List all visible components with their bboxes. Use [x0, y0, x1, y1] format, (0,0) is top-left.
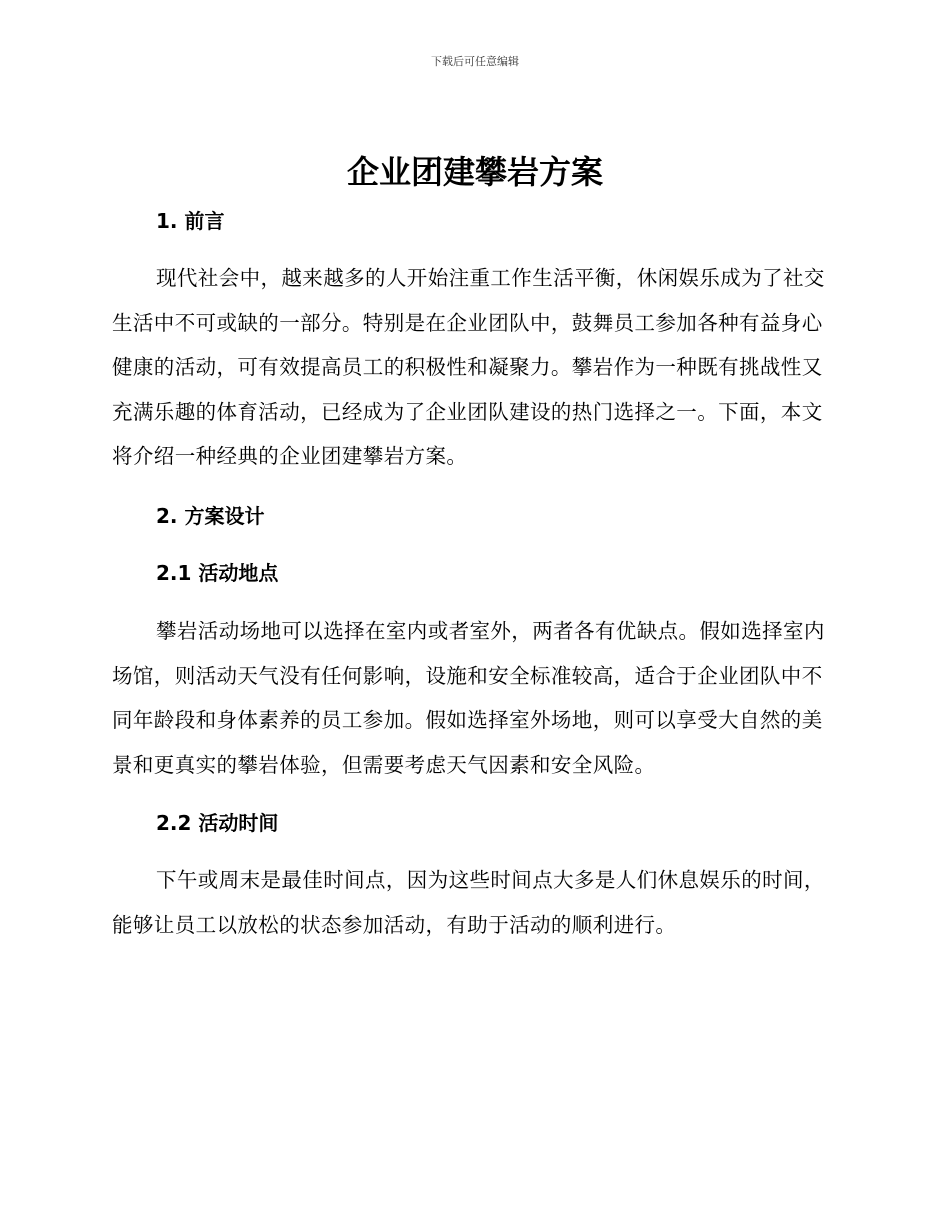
section-heading-activity-time: 2.2 活动时间 [156, 811, 279, 835]
document-title: 企业团建攀岩方案 [346, 153, 603, 191]
section-heading-preface: 1. 前言 [156, 209, 225, 233]
section-heading-activity-location: 2.1 活动地点 [156, 561, 279, 585]
section-paragraph-activity-time: 下午或周末是最佳时间点，因为这些时间点大多是人们休息娱乐的时间，能够让员工以放松的状态参加活动，有助于活动的顺利进行。 [112, 868, 825, 937]
page-header-note: 下载后可任意编辑 [431, 55, 519, 68]
section-paragraph-preface: 现代社会中，越来越多的人开始注重工作生活平衡，休闲娱乐成为了社交生活中不可或缺的一部分。特别是在企业团队中，鼓舞员工参加各种有益身心健康的活动，可有效提高员工的积极性和凝聚力。攀岩作为一种既有挑战性又充满乐趣的体育活动，已经成为了企业团队建设的热门选择之一。下面，本文将介绍一种经典的企业团建攀岩方案。 [112, 266, 825, 468]
section-heading-plan-design: 2. 方案设计 [156, 504, 265, 528]
section-paragraph-activity-location: 攀岩活动场地可以选择在室内或者室外，两者各有优缺点。假如选择室内场馆，则活动天气没有任何影响，设施和安全标准较高，适合于企业团队中不同年龄段和身体素养的员工参加。假如选择室外场地，则可以享受大自然的美景和更真实的攀岩体验，但需要考虑天气因素和安全风险。 [112, 619, 825, 777]
